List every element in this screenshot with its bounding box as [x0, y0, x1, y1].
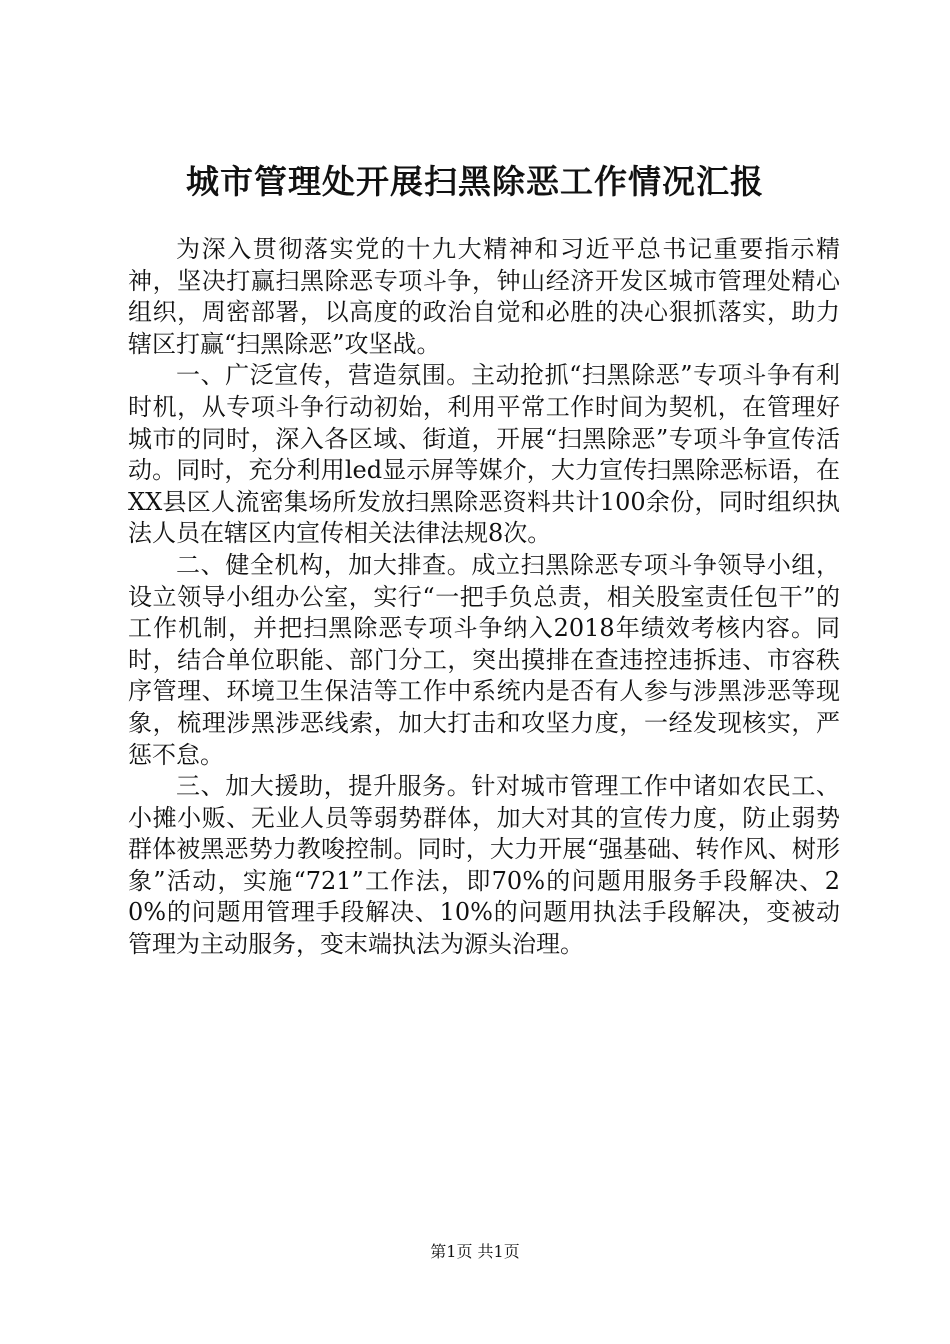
- paragraph-section-1: 一、广泛宣传，营造氛围。主动抢抓“扫黑除恶”专项斗争有利时机，从专项斗争行动初始，利用平常工作时间为契机，在管理好城市的同时，深入各区域、街道，开展“扫黑除恶”专项斗争宣传活动。同时，充分利用led显示屏等媒介，大力宣传扫黑除恶标语，在XX县区人流密集场所发放扫黑除恶资料共计100余份，同时组织执法人员在辖区内宣传相关法律法规8次。: [128, 361, 840, 548]
- document-title: 城市管理处开展扫黑除恶工作情况汇报: [186, 162, 764, 201]
- page-footer: 第1页 共1页: [430, 1242, 520, 1261]
- document-body: [128, 234, 840, 961]
- paragraph-section-3: 三、加大援助，提升服务。针对城市管理工作中诸如农民工、小摊小贩、无业人员等弱势群体，加大对其的宣传力度，防止弱势群体被黑恶势力教唆控制。同时，大力开展“强基础、转作风、树形象”活动，实施“721”工作法，即70%的问题用服务手段解决、20%的问题用管理手段解决、10%的问题用执法手段解决，变被动管理为主动服务，变末端执法为源头治理。: [128, 772, 840, 959]
- paragraph-intro: 为深入贯彻落实党的十九大精神和习近平总书记重要指示精神，坚决打赢扫黑除恶专项斗争，钟山经济开发区城市管理处精心组织，周密部署，以高度的政治自觉和必胜的决心狠抓落实，助力辖区打赢“扫黑除恶”攻坚战。: [128, 235, 840, 358]
- paragraph-section-2: 二、健全机构，加大排查。成立扫黑除恶专项斗争领导小组，设立领导小组办公室，实行“一把手负总责，相关股室责任包干”的工作机制，并把扫黑除恶专项斗争纳入2018年绩效考核内容。同时，结合单位职能、部门分工，突出摸排在查违控违拆违、市容秩序管理、环境卫生保洁等工作中系统内是否有人参与涉黑涉恶等现象，梳理涉黑涉恶线索，加大打击和攻坚力度，一经发现核实，严惩不怠。: [128, 550, 840, 769]
